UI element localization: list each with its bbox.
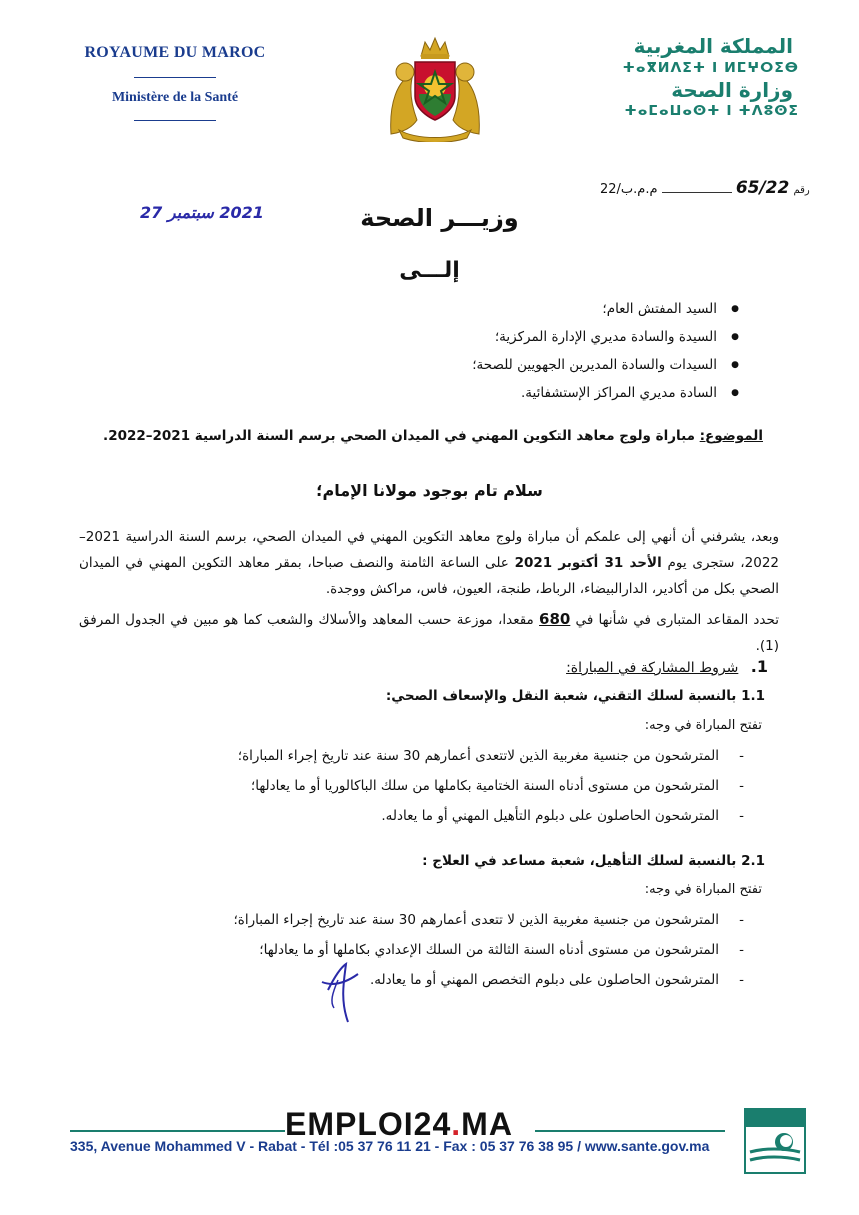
list-item: - المترشحون من جنسية مغربية الذين لا تتعدى أعمارهم 30 سنة عند تاريخ إجراء المباراة؛ [144, 906, 744, 936]
reference-suffix: م.م.ب/22 [600, 182, 658, 197]
section-heading [566, 657, 768, 676]
body-paragraph-1 [79, 524, 779, 602]
list-item: - المترشحون الحاصلون على دبلوم التخصص المهني أو ما يعادله. [144, 966, 744, 996]
seat-count: 680 [539, 610, 571, 628]
body-text: على الساعة الثامنة والنصف صباحا، بمقر معاهد التكوين المهني في الميدان الصحي بكل من أكادير، الدارالبيضاء، الرباط، طنجة، العيون، فاس، مراكش ووجدة. [79, 555, 779, 597]
subject-label: الموضوع: [699, 428, 763, 444]
greeting: سلام تام بوجود مولانا الإمام؛ [316, 481, 543, 500]
body-text: تحدد المقاعد المتبارى في شأنها في [570, 612, 779, 628]
coat-of-arms-emblem [383, 34, 487, 142]
subject-line [63, 428, 763, 444]
header-divider [134, 120, 216, 121]
recipient-item: ● السيد المفتش العام؛ [219, 296, 739, 324]
exam-date: الأحد 31 أكتوبر 2021 [514, 555, 662, 571]
subsection-2-title: 2.1 بالنسبة لسلك التأهيل، شعبة مساعد في العلاج : [422, 853, 765, 869]
recipient-item: ● السيدة والسادة مديري الإدارة المركزية؛ [219, 324, 739, 352]
footer-address: 335, Avenue Mohammed V - Rabat - Tél :05 37 76 11 21 - Fax : 05 37 76 38 95 / www.sante.gov.ma [70, 1138, 710, 1154]
kingdom-fr: ROYAUME DU MAROC [84, 44, 266, 61]
list-item: - المترشحون من جنسية مغربية الذين لاتتعدى أعمارهم 30 سنة عند تاريخ إجراء المباراة؛ [144, 742, 744, 772]
ministry-fr: Ministère de la Santé [111, 90, 239, 105]
footer-divider [535, 1130, 725, 1132]
ministry-tifinagh: ⵜⴰⵎⴰⵡⴰⵙⵜ ⵏ ⵜⴷⵓⵙⵉ [624, 103, 799, 119]
list-item: - المترشحون من مستوى أدناه السنة الختامية بكاملها من سلك الباكالوريا أو ما يعادلها؛ [144, 772, 744, 802]
subsection-1-list [144, 742, 744, 832]
subsection-1-intro: تفتح المباراة في وجه: [644, 718, 762, 733]
body-text: مقعدا، موزعة حسب المعاهد والأسلاك والشعب كما هو مبين في الجدول المرفق (1). [79, 612, 779, 654]
subsection-2-list [144, 906, 744, 996]
list-item: - المترشحون الحاصلون على دبلوم التأهيل المهني أو ما يعادله. [144, 802, 744, 832]
subsection-2-intro: تفتح المباراة في وجه: [644, 882, 762, 897]
addressee-heading: إلـــى [399, 258, 460, 283]
signature-mark [318, 960, 362, 1024]
ministry-logo-icon [744, 1108, 806, 1174]
section-number: 1. [750, 657, 768, 676]
recipient-item: ● السيدات والسادة المديرين الجهويين للصحة؛ [219, 352, 739, 380]
reference-label: رقم [793, 185, 810, 196]
subject-text: مباراة ولوج معاهد التكوين المهني في الميدان الصحي برسم السنة الدراسية 2021–2022. [103, 428, 700, 444]
subsection-1-title: 1.1 بالنسبة لسلك التقني، شعبة النقل والإسعاف الصحي: [385, 688, 765, 704]
reference-line [600, 178, 810, 198]
body-text: وبعد، يشرفني أن أنهي إلى علمكم أن مباراة ولوج معاهد التكوين المهني في الميدان الصحي، برسم السنة الدراسية 2021–2022، ستجرى يوم [79, 529, 779, 571]
kingdom-tifinagh: ⵜⴰⴳⵍⴷⵉⵜ ⵏ ⵍⵎⵖⵔⵉⴱ [622, 60, 799, 76]
date-stamp: 2021 سبتمبر 27 [140, 203, 264, 222]
footer-divider [70, 1130, 285, 1132]
body-paragraph-2 [79, 606, 779, 659]
reference-number: 65/22 [735, 178, 790, 198]
letter-title: وزيـــر الصحة [360, 204, 519, 232]
header-divider [134, 77, 216, 78]
section-title: شروط المشاركة في المباراة: [566, 660, 739, 676]
recipient-item: ● السادة مديري المراكز الإستشفائية. [219, 380, 739, 408]
recipient-list [219, 296, 739, 408]
watermark-emploi24: EMPLOI24.MA [285, 1106, 513, 1142]
kingdom-ar: المملكة المغربية [633, 34, 793, 58]
ministry-ar: وزارة الصحة [671, 78, 793, 102]
list-item: - المترشحون من مستوى أدناه السنة الثالثة من السلك الإعدادي بكاملها أو ما يعادلها؛ [144, 936, 744, 966]
